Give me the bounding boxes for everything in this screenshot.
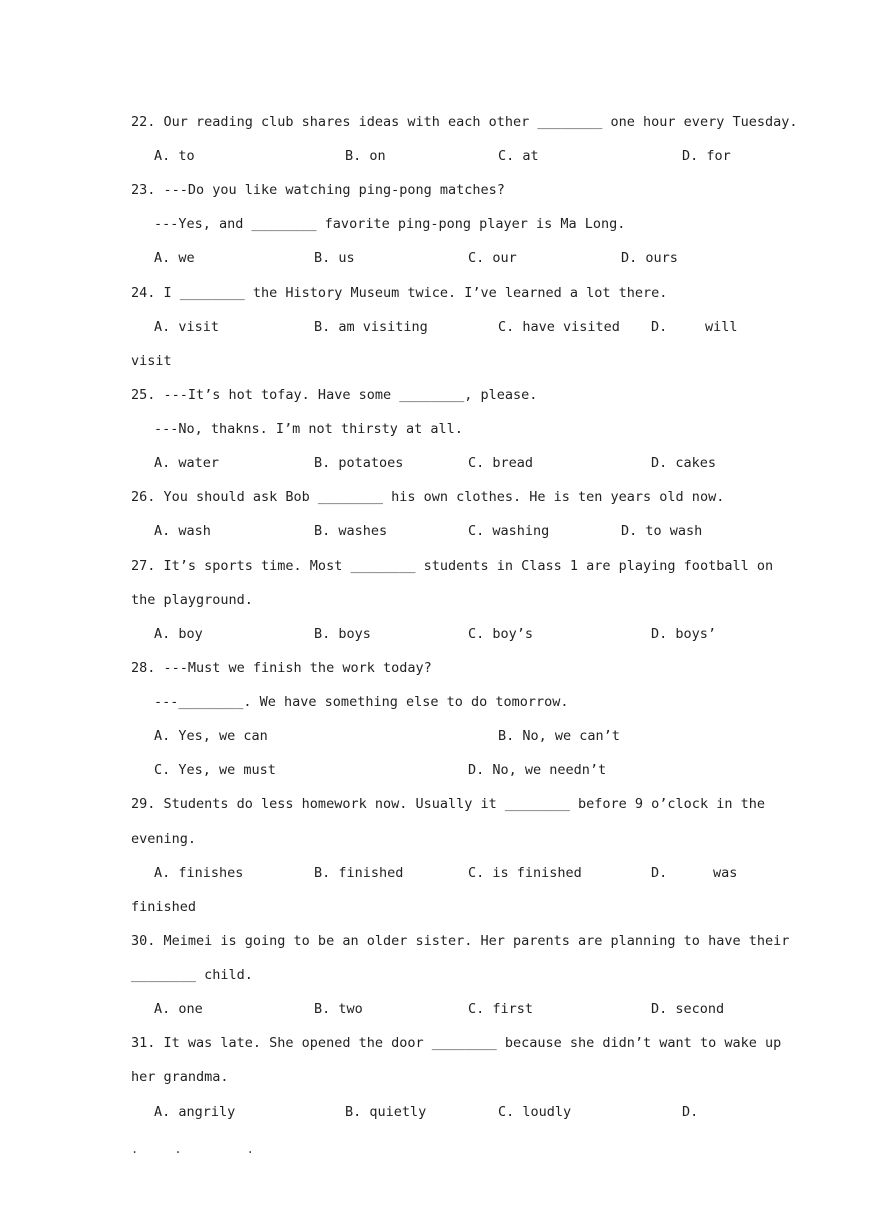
q28-reply: ---________. We have something else to do tomorrow. (154, 694, 569, 710)
q23-stem: 23. ---Do you like watching ping-pong matches? (131, 182, 505, 198)
q23-option-d: D. ours (621, 250, 678, 266)
q22-option-a: A. to (154, 148, 195, 164)
q29-option-d-text: was (713, 865, 738, 881)
q24-option-d-wrap: visit (131, 353, 172, 369)
q28-option-a: A. Yes, we can (154, 728, 268, 744)
q29-option-d-wrap: finished (131, 899, 197, 915)
q29-stem-cont: evening. (131, 831, 197, 847)
q30-stem-cont: ________ child. (131, 967, 253, 983)
q25-option-b: B. potatoes (314, 455, 404, 471)
q22-option-c: C. at (498, 148, 539, 164)
q31-option-b: B. quietly (345, 1104, 427, 1120)
q22-stem: 22. Our reading club shares ideas with each other ________ one hour every Tuesday. (131, 114, 798, 130)
q31-stem: 31. It was late. She opened the door ________ because she didn’t want to wake up (131, 1035, 782, 1051)
q30-option-a: A. one (154, 1001, 203, 1017)
q30-stem: 30. Meimei is going to be an older sister. Her parents are planning to have their (131, 933, 790, 949)
q24-option-c: C. have visited (498, 319, 620, 335)
q29-option-a: A. finishes (154, 865, 244, 881)
q25-stem: 25. ---It’s hot tofay. Have some ________, please. (131, 387, 538, 403)
q26-option-d: D. to wash (621, 523, 703, 539)
q26-option-b: B. washes (314, 523, 388, 539)
q24-stem: 24. I ________ the History Museum twice. I’ve learned a lot there. (131, 285, 668, 301)
q22-option-d: D. for (682, 148, 731, 164)
q23-option-a: A. we (154, 250, 195, 266)
q31-option-a: A. angrily (154, 1104, 236, 1120)
q25-option-d: D. cakes (651, 455, 717, 471)
q30-option-d: D. second (651, 1001, 725, 1017)
q31-cut-off-line: . . . (131, 1142, 254, 1156)
q24-option-b: B. am visiting (314, 319, 428, 335)
q22-option-b: B. on (345, 148, 386, 164)
q27-option-b: B. boys (314, 626, 371, 642)
q23-option-c: C. our (468, 250, 517, 266)
q25-option-c: C. bread (468, 455, 534, 471)
q24-option-d: D. (651, 319, 668, 335)
q28-stem: 28. ---Must we finish the work today? (131, 660, 432, 676)
q31-option-d: D. (682, 1104, 699, 1120)
q27-stem: 27. It’s sports time. Most ________ students in Class 1 are playing football on (131, 558, 774, 574)
q24-option-d-text: will (705, 319, 738, 335)
q27-option-a: A. boy (154, 626, 203, 642)
q25-option-a: A. water (154, 455, 220, 471)
q23-reply: ---Yes, and ________ favorite ping-pong player is Ma Long. (154, 216, 626, 232)
q26-option-a: A. wash (154, 523, 211, 539)
q31-option-c: C. loudly (498, 1104, 572, 1120)
q30-option-b: B. two (314, 1001, 363, 1017)
q26-option-c: C. washing (468, 523, 550, 539)
q26-stem: 26. You should ask Bob ________ his own clothes. He is ten years old now. (131, 489, 725, 505)
q28-option-c: C. Yes, we must (154, 762, 276, 778)
q27-stem-cont: the playground. (131, 592, 253, 608)
q25-reply: ---No, thakns. I’m not thirsty at all. (154, 421, 463, 437)
q29-option-d: D. (651, 865, 668, 881)
q27-option-d: D. boys’ (651, 626, 717, 642)
q29-option-b: B. finished (314, 865, 404, 881)
q28-option-b: B. No, we can’t (498, 728, 620, 744)
q24-option-a: A. visit (154, 319, 220, 335)
q31-stem-cont: her grandma. (131, 1069, 229, 1085)
q30-option-c: C. first (468, 1001, 534, 1017)
q27-option-c: C. boy’s (468, 626, 534, 642)
q28-option-d: D. No, we needn’t (468, 762, 607, 778)
q29-stem: 29. Students do less homework now. Usually it ________ before 9 o’clock in the (131, 796, 765, 812)
q29-option-c: C. is finished (468, 865, 582, 881)
q23-option-b: B. us (314, 250, 355, 266)
